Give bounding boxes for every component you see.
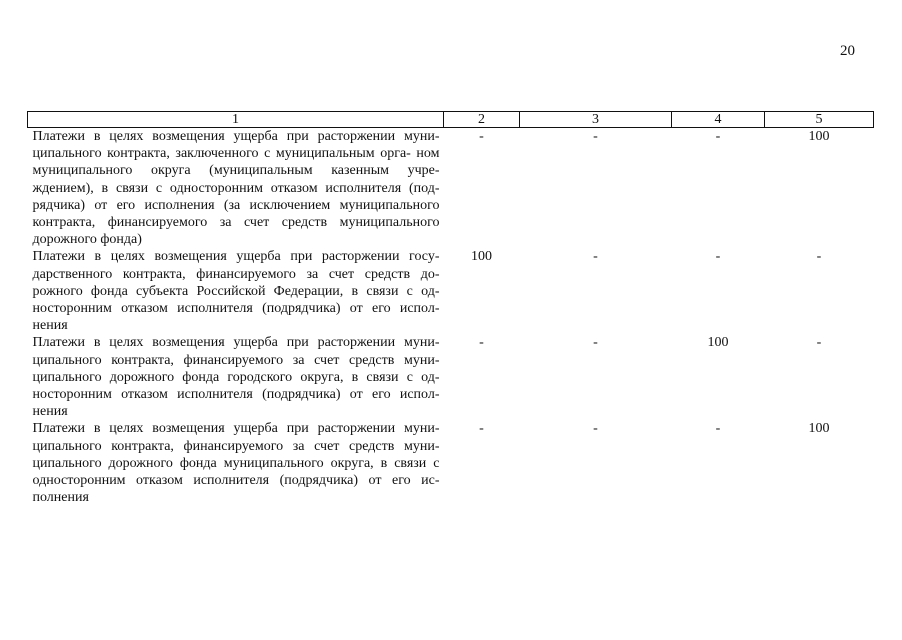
description-line: контракта, финансируемого за счет средств муниципального	[32, 215, 440, 231]
row-description	[28, 128, 444, 249]
description-line: рядчика) от его исполнения (за исключением муниципального	[32, 197, 440, 213]
row-description	[28, 334, 444, 420]
column-header-4: 4	[672, 112, 765, 128]
description-line: ципального контракта, заключенного с муниципальным орга-	[32, 146, 411, 162]
description-line: носторонним отказом исполнителя (подрядчика) от его испол-	[32, 387, 440, 403]
description-line: Платежи в целях возмещения ущерба при расторжении муни-	[32, 129, 440, 144]
description-line: Платежи в целях возмещения ущерба при расторжении госу-	[32, 249, 440, 265]
value-cell-col2: 100	[471, 249, 492, 265]
page-number: 20	[840, 43, 855, 59]
description-line: дорожного фонда)	[32, 232, 142, 248]
description-line: Платежи в целях возмещения ущерба при расторжении муни-	[32, 421, 440, 437]
description-line: рожного фонда субъекта Российской Федерации, в связи с од-	[32, 283, 440, 299]
column-header-1: 1	[28, 112, 444, 128]
description-line: ждением), в связи с односторонним отказом исполнителя (под-	[32, 180, 440, 196]
value-cell-col2: -	[479, 129, 484, 144]
description-line: ципального дорожного фонда городского округа, в связи с од-	[32, 369, 440, 385]
description-line: ципального дорожного фонда муниципального округа, в связи	[32, 455, 427, 471]
value-cell-col3: -	[593, 335, 598, 351]
column-header-3: 3	[520, 112, 672, 128]
value-cell-col4: -	[715, 421, 721, 437]
value-cell-col3: -	[593, 249, 598, 265]
value-cell-col5: 100	[808, 421, 830, 437]
description-line: ципального контракта, финансируемого за счет средств муни-	[32, 352, 440, 368]
table-header-row	[28, 112, 874, 128]
payments-table	[27, 111, 874, 506]
description-line: носторонним отказом исполнителя (подрядчика) от его испол-	[32, 301, 440, 317]
description-line: с односторонним отказом исполнителя (подрядчика) от его ис-	[32, 455, 440, 489]
value-cell-col4: 100	[707, 335, 729, 351]
value-cell-col5: -	[816, 335, 822, 351]
value-cell-col5: 100	[808, 129, 830, 144]
value-cell-col2: -	[479, 421, 484, 437]
description-line: Платежи в целях возмещения ущерба при расторжении муни-	[32, 335, 440, 351]
table-row	[28, 420, 874, 506]
table-row	[28, 248, 874, 334]
description-line: нения	[32, 404, 68, 420]
description-line: нения	[32, 318, 68, 334]
value-cell-col2: -	[479, 335, 484, 351]
value-cell-col5: -	[816, 249, 822, 265]
value-cell-col4: -	[715, 249, 721, 265]
row-description	[28, 248, 444, 334]
description-line: ном муниципального округа (муниципальным казенным учре-	[32, 146, 440, 179]
column-header-5: 5	[765, 112, 874, 128]
row-description	[28, 420, 444, 506]
column-header-2: 2	[444, 112, 520, 128]
value-cell-col3: -	[593, 129, 598, 144]
description-line: полнения	[32, 490, 89, 506]
description-line: дарственного контракта, финансируемого за счет средств до-	[32, 266, 440, 282]
value-cell-col3: -	[593, 421, 598, 437]
table-row	[28, 128, 874, 249]
value-cell-col4: -	[715, 129, 721, 144]
description-line: ципального контракта, финансируемого за счет средств муни-	[32, 438, 440, 454]
table-row	[28, 334, 874, 420]
